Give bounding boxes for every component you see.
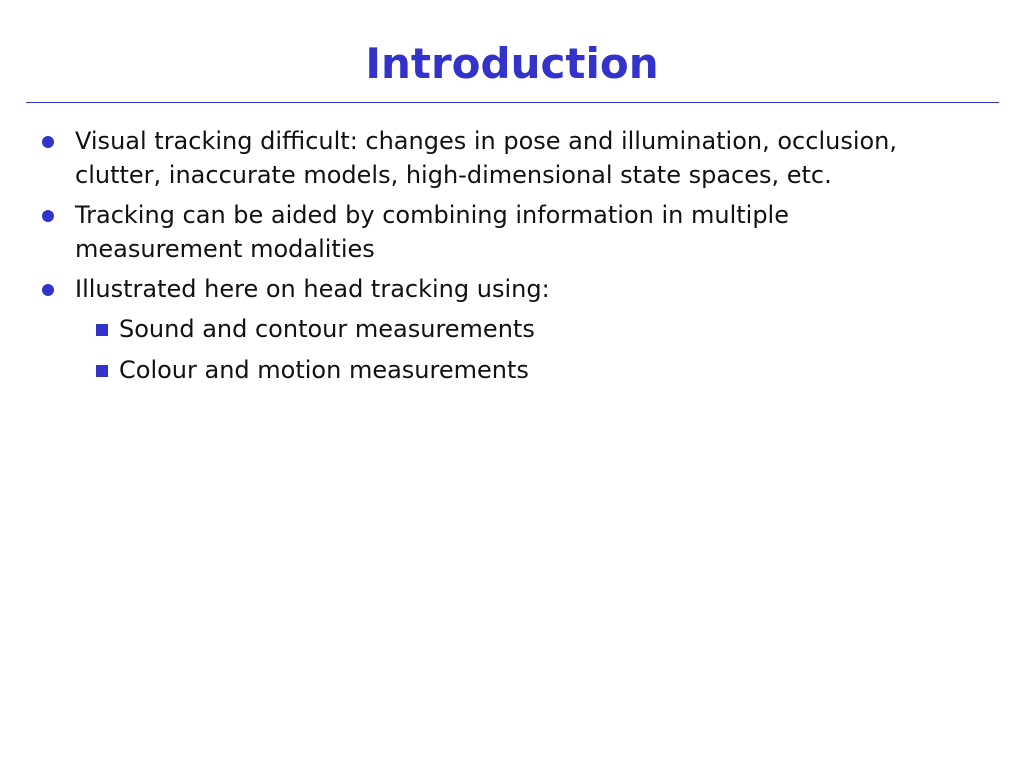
title-divider <box>26 102 999 103</box>
bullet-text: Illustrated here on head tracking using: <box>75 275 550 303</box>
sub-bullet-text: Colour and motion measurements <box>119 356 529 384</box>
sub-bullet-text: Sound and contour measurements <box>119 315 535 343</box>
circle-bullet-icon <box>42 284 54 296</box>
sub-bullet-list <box>75 312 940 387</box>
square-bullet-icon <box>96 324 108 336</box>
circle-bullet-icon <box>42 210 54 222</box>
sub-bullet-item <box>40 312 905 346</box>
bullet-list <box>40 124 940 394</box>
circle-bullet-icon <box>42 136 54 148</box>
slide-title: Introduction <box>365 39 659 88</box>
bullet-text: Visual tracking difficult: changes in pose and illumination, occlusion, clutter, inaccurate models, high-dimensional state spaces, etc. <box>75 127 898 189</box>
bullet-item <box>40 272 940 387</box>
bullet-item <box>40 198 940 266</box>
bullet-text: Tracking can be aided by combining information in multiple measurement modalities <box>75 201 789 263</box>
sub-bullet-item <box>40 353 905 387</box>
bullet-item <box>40 124 940 192</box>
square-bullet-icon <box>96 365 108 377</box>
